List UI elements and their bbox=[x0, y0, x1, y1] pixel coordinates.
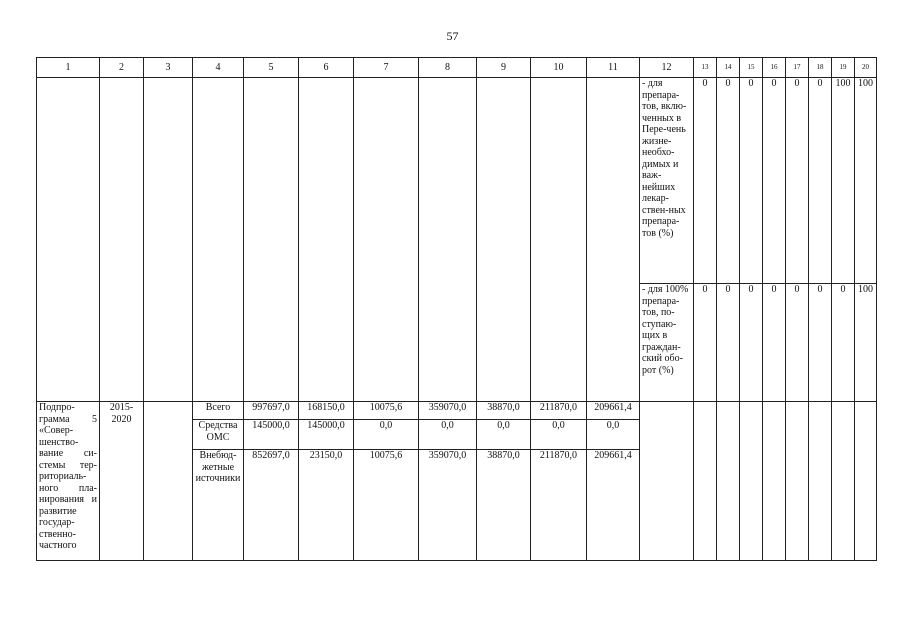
indicator-value: 0 bbox=[786, 78, 809, 284]
column-number: 7 bbox=[354, 58, 419, 78]
amount-cell: 0,0 bbox=[587, 420, 640, 450]
indicator-row bbox=[37, 78, 877, 284]
amount-cell: 145000,0 bbox=[244, 420, 299, 450]
amount-cell: 10075,6 bbox=[354, 450, 419, 561]
amount-cell: 145000,0 bbox=[299, 420, 354, 450]
indicator-text: - для препара-тов, вклю-ченных в Пере-чень жизне-необхо-димых и важ-нейших лекар-ствен-ных препара-тов (%) bbox=[640, 78, 694, 284]
amount-cell: 0,0 bbox=[477, 420, 531, 450]
indicator-value: 0 bbox=[740, 284, 763, 402]
empty-cell bbox=[717, 402, 740, 561]
empty-cell bbox=[640, 402, 694, 561]
program-table bbox=[36, 57, 877, 561]
column-number-row bbox=[37, 58, 877, 78]
funding-source-label: Всего bbox=[193, 402, 244, 420]
amount-cell: 359070,0 bbox=[419, 402, 477, 420]
empty-cell bbox=[477, 78, 531, 402]
column-number: 9 bbox=[477, 58, 531, 78]
indicator-value: 0 bbox=[694, 284, 717, 402]
column-number: 12 bbox=[640, 58, 694, 78]
column-number: 10 bbox=[531, 58, 587, 78]
amount-cell: 168150,0 bbox=[299, 402, 354, 420]
indicator-value: 0 bbox=[763, 78, 786, 284]
empty-cell bbox=[299, 78, 354, 402]
column-number: 1 bbox=[37, 58, 100, 78]
indicator-value: 0 bbox=[809, 78, 832, 284]
column-number: 15 bbox=[740, 58, 763, 78]
empty-cell bbox=[193, 78, 244, 402]
indicator-value: 100 bbox=[855, 78, 877, 284]
empty-cell bbox=[531, 78, 587, 402]
empty-cell bbox=[587, 78, 640, 402]
amount-cell: 10075,6 bbox=[354, 402, 419, 420]
column-number: 11 bbox=[587, 58, 640, 78]
indicator-text: - для 100% препара-тов, по-ступаю-щих в граждан-ский обо-рот (%) bbox=[640, 284, 694, 402]
column-number: 8 bbox=[419, 58, 477, 78]
funding-source-label: Внебюд-жетные источники bbox=[193, 450, 244, 561]
indicator-value: 0 bbox=[809, 284, 832, 402]
empty-cell bbox=[740, 402, 763, 561]
amount-cell: 23150,0 bbox=[299, 450, 354, 561]
empty-cell bbox=[786, 402, 809, 561]
amount-cell: 209661,4 bbox=[587, 450, 640, 561]
amount-cell: 359070,0 bbox=[419, 450, 477, 561]
amount-cell: 211870,0 bbox=[531, 450, 587, 561]
column-number: 6 bbox=[299, 58, 354, 78]
empty-cell bbox=[144, 402, 193, 561]
indicator-value: 0 bbox=[786, 284, 809, 402]
indicator-value: 100 bbox=[832, 78, 855, 284]
indicator-value: 0 bbox=[740, 78, 763, 284]
amount-cell: 209661,4 bbox=[587, 402, 640, 420]
indicator-value: 0 bbox=[763, 284, 786, 402]
amount-cell: 852697,0 bbox=[244, 450, 299, 561]
empty-cell bbox=[354, 78, 419, 402]
indicator-value: 100 bbox=[855, 284, 877, 402]
column-number: 17 bbox=[786, 58, 809, 78]
funding-source-label: Средства ОМС bbox=[193, 420, 244, 450]
amount-cell: 0,0 bbox=[531, 420, 587, 450]
empty-cell bbox=[244, 78, 299, 402]
amount-cell: 38870,0 bbox=[477, 450, 531, 561]
empty-cell bbox=[100, 78, 144, 402]
column-number: 4 bbox=[193, 58, 244, 78]
indicator-value: 0 bbox=[717, 78, 740, 284]
subprogram-name: Подпро-грамма 5 «Совер-шенство-вание си-стемы тер-риториаль-ного пла-нирования и развитие государ-ственно-частного bbox=[37, 402, 100, 561]
column-number: 14 bbox=[717, 58, 740, 78]
amount-cell: 211870,0 bbox=[531, 402, 587, 420]
amount-cell: 38870,0 bbox=[477, 402, 531, 420]
column-number: 18 bbox=[809, 58, 832, 78]
empty-cell bbox=[419, 78, 477, 402]
empty-cell bbox=[144, 78, 193, 402]
amount-cell: 997697,0 bbox=[244, 402, 299, 420]
subprogram-row bbox=[37, 402, 877, 420]
amount-cell: 0,0 bbox=[354, 420, 419, 450]
column-number: 3 bbox=[144, 58, 193, 78]
amount-cell: 0,0 bbox=[419, 420, 477, 450]
empty-cell bbox=[855, 402, 877, 561]
indicator-value: 0 bbox=[694, 78, 717, 284]
column-number: 16 bbox=[763, 58, 786, 78]
column-number: 2 bbox=[100, 58, 144, 78]
empty-cell bbox=[37, 78, 100, 402]
subprogram-period: 2015-2020 bbox=[100, 402, 144, 561]
empty-cell bbox=[809, 402, 832, 561]
empty-cell bbox=[694, 402, 717, 561]
page-number: 57 bbox=[446, 29, 459, 43]
column-number: 5 bbox=[244, 58, 299, 78]
empty-cell bbox=[763, 402, 786, 561]
column-number: 13 bbox=[694, 58, 717, 78]
column-number: 19 bbox=[832, 58, 855, 78]
indicator-value: 0 bbox=[832, 284, 855, 402]
indicator-value: 0 bbox=[717, 284, 740, 402]
empty-cell bbox=[832, 402, 855, 561]
column-number: 20 bbox=[855, 58, 877, 78]
